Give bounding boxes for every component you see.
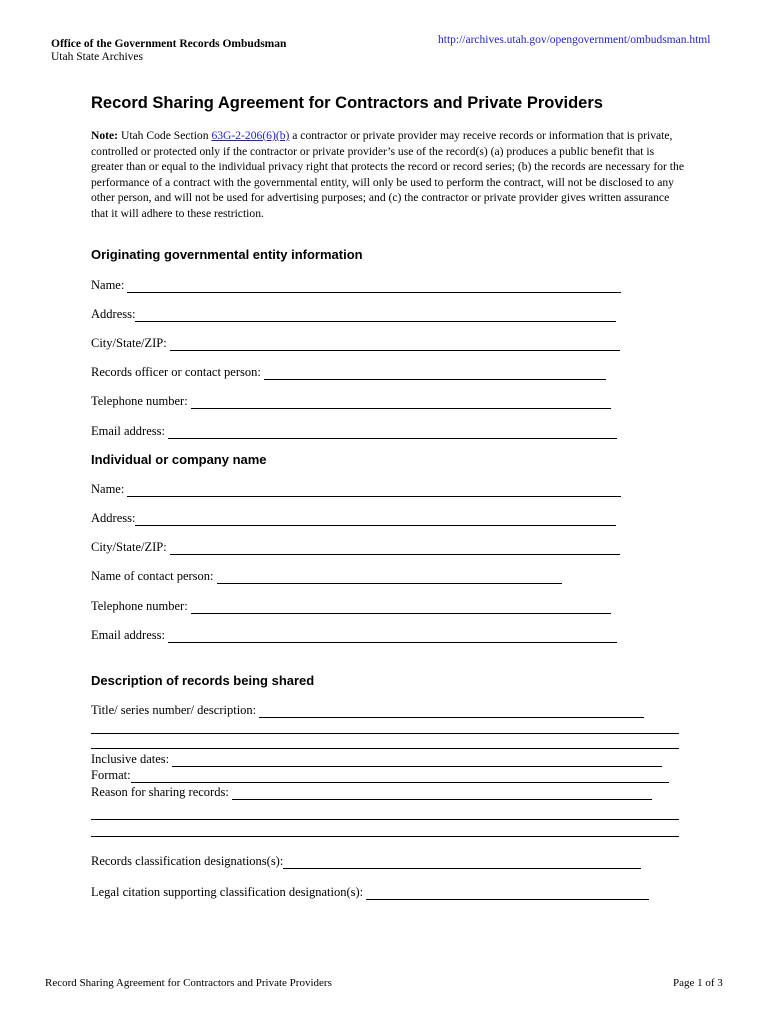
orig-phone-line[interactable]: [191, 396, 611, 409]
ind-phone-line[interactable]: [191, 601, 611, 614]
ind-contact-field[interactable]: [91, 568, 562, 584]
desc-title-line-2[interactable]: [91, 733, 679, 734]
orig-name-label: Name:: [91, 278, 125, 292]
ind-name-line[interactable]: [127, 484, 621, 497]
orig-city-line[interactable]: [170, 338, 620, 351]
desc-reason-line-2[interactable]: [91, 819, 679, 820]
note-pre: Utah Code Section: [118, 129, 212, 142]
ind-address-label: Address:: [91, 511, 136, 525]
orig-email-line[interactable]: [168, 426, 617, 439]
footer-left: Record Sharing Agreement for Contractors and Private Providers: [45, 977, 332, 989]
ind-phone-field[interactable]: [91, 598, 611, 614]
ind-phone-label: Telephone number:: [91, 599, 188, 613]
ind-address-field[interactable]: [91, 510, 616, 526]
orig-address-line[interactable]: [135, 309, 616, 322]
desc-reason-line-3[interactable]: [91, 836, 679, 837]
desc-dates-label: Inclusive dates:: [91, 752, 170, 766]
orig-address-field[interactable]: [91, 306, 616, 322]
ind-city-label: City/State/ZIP:: [91, 540, 167, 554]
ind-name-field[interactable]: [91, 481, 621, 497]
ind-contact-label: Name of contact person:: [91, 569, 214, 583]
header-org: Office of the Government Records Ombudsman: [51, 38, 287, 50]
desc-classification-field[interactable]: [91, 853, 641, 869]
orig-phone-field[interactable]: [91, 393, 611, 409]
footer-page-number: Page 1 of 3: [673, 977, 723, 989]
ind-city-line[interactable]: [170, 542, 620, 555]
desc-classification-label: Records classification designations(s):: [91, 854, 284, 868]
section-individual-heading: Individual or company name: [91, 452, 267, 467]
orig-email-label: Email address:: [91, 424, 165, 438]
orig-officer-label: Records officer or contact person:: [91, 365, 261, 379]
desc-legal-field[interactable]: [91, 884, 649, 900]
ind-email-label: Email address:: [91, 628, 165, 642]
desc-reason-label: Reason for sharing records:: [91, 785, 229, 799]
ind-contact-line[interactable]: [217, 571, 562, 584]
note-paragraph: [91, 128, 689, 222]
orig-email-field[interactable]: [91, 423, 617, 439]
desc-title-label: Title/ series number/ description:: [91, 703, 257, 717]
desc-format-label: Format:: [91, 768, 131, 782]
ind-city-field[interactable]: [91, 539, 620, 555]
orig-city-label: City/State/ZIP:: [91, 336, 167, 350]
ind-address-line[interactable]: [135, 513, 616, 526]
ind-email-field[interactable]: [91, 627, 617, 643]
orig-name-field[interactable]: [91, 277, 621, 293]
orig-address-label: Address:: [91, 307, 136, 321]
ind-email-line[interactable]: [168, 630, 617, 643]
desc-legal-line[interactable]: [366, 887, 649, 900]
desc-title-field[interactable]: [91, 702, 644, 718]
code-section-link[interactable]: 63G-2-206(6)(b): [211, 129, 290, 142]
desc-reason-field[interactable]: [91, 784, 652, 800]
desc-title-line-3[interactable]: [91, 748, 679, 749]
orig-phone-label: Telephone number:: [91, 394, 188, 408]
orig-officer-field[interactable]: [91, 364, 606, 380]
ind-name-label: Name:: [91, 482, 125, 496]
section-description-heading: Description of records being shared: [91, 673, 315, 688]
header-url-link[interactable]: http://archives.utah.gov/opengovernment/ombudsman.html: [438, 34, 711, 46]
desc-reason-line[interactable]: [232, 787, 652, 800]
desc-dates-line[interactable]: [172, 754, 662, 767]
orig-city-field[interactable]: [91, 335, 620, 351]
note-label: Note:: [91, 129, 119, 142]
desc-format-line[interactable]: [131, 770, 669, 783]
orig-name-line[interactable]: [127, 280, 621, 293]
desc-format-field[interactable]: [91, 767, 669, 783]
orig-officer-line[interactable]: [264, 367, 606, 380]
page-title: Record Sharing Agreement for Contractors and Private Providers: [91, 94, 603, 112]
desc-dates-field[interactable]: [91, 751, 662, 767]
section-originating-heading: Originating governmental entity information: [91, 247, 363, 262]
header-sub: Utah State Archives: [51, 51, 143, 63]
desc-legal-label: Legal citation supporting classification designation(s):: [91, 885, 364, 899]
note-post: a contractor or private provider may receive records or information that is private, controlled or protected only if the contractor or private provider’s use of the record(s) (a) produces a public benefit that is greater than or equal to the individual privacy right that protects the record or record series; (b) the records are necessary for the performance of a contract with the governmental entity, will only be used to perform the contract, will not be disclosed to any other person, and will not be used for advertising purposes; and (c) the contractor or private provider gives written assurance that it will adhere to these restriction.: [91, 129, 684, 220]
desc-title-line[interactable]: [259, 705, 644, 718]
desc-classification-line[interactable]: [283, 856, 641, 869]
